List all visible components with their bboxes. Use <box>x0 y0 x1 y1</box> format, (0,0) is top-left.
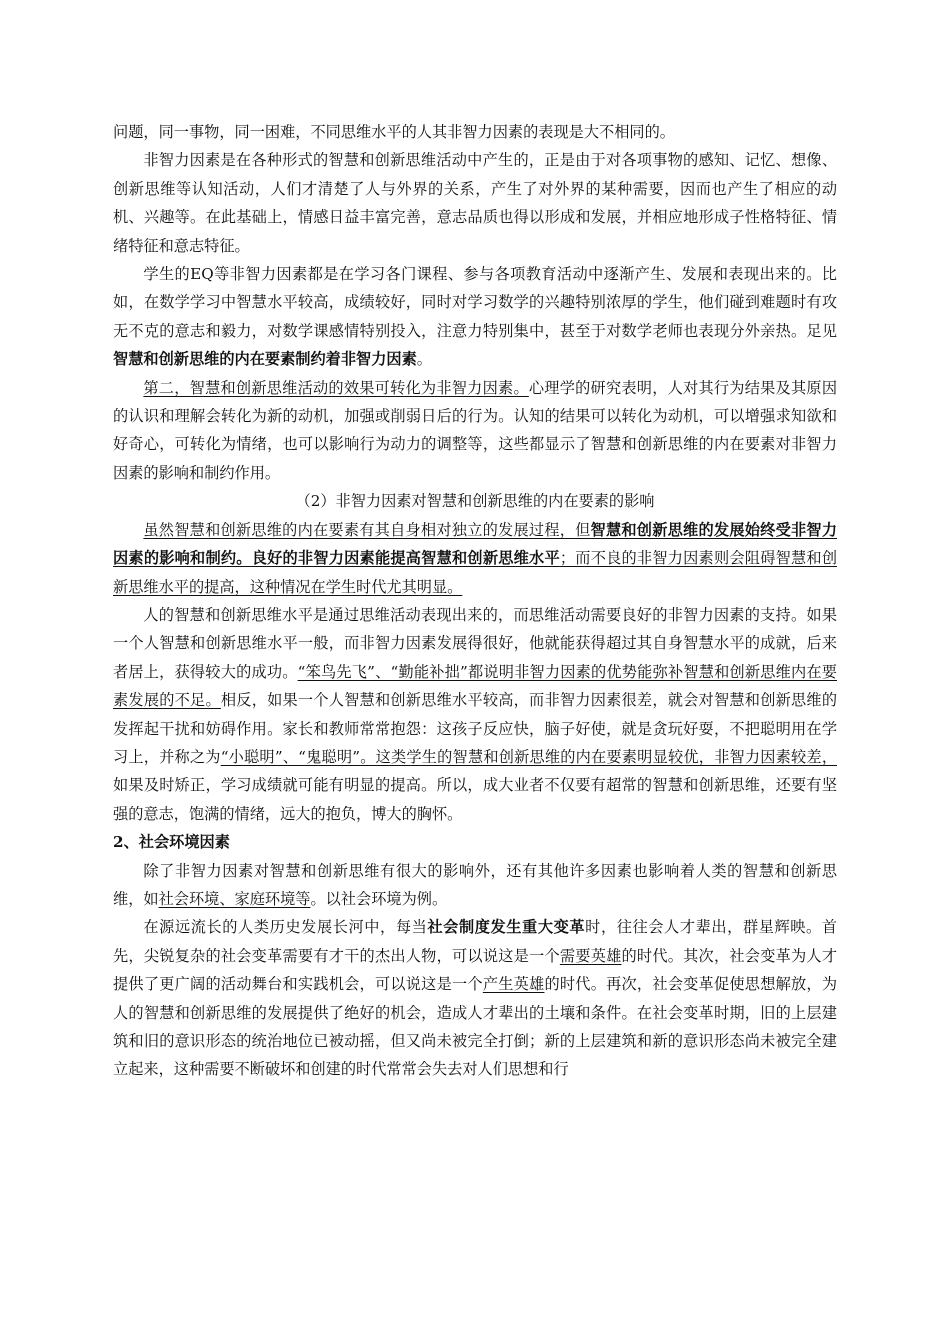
underlined-emphasis: 社会环境、家庭环境等 <box>158 889 311 908</box>
bold-emphasis: 智慧和创新思维的内在要素制约着非智力因素 <box>113 350 417 369</box>
document-page <box>113 118 837 1084</box>
section-heading: 2、社会环境因素 <box>113 833 230 852</box>
underlined-emphasis: ；而不良的非智力因素则会阻碍智慧和创新思维水平的提高，这种情况在学生时代尤其明显。 <box>113 549 838 596</box>
paragraph-text: 心理学的研究表明，人对其行为结果及其原因的认识和理解会转化为新的动机，加强或削弱日后的行为。认知的结果可以转化为动机，可以增强求知欲和好奇心，可转化为情绪，也可以影响行为动力的调整等，这些都显示了智慧和创新思维的内在要素对非智力因素的影响和制约作用。 <box>113 378 838 482</box>
paragraph-text: 时，往往会人才辈出，群星辉映。首先，尖锐复杂的社会变革需要有才干的杰出人物，可以说这是一个 <box>113 918 838 965</box>
paragraph-3 <box>113 260 837 374</box>
paragraph-8 <box>113 913 837 1083</box>
paragraph-text: 人的智慧和创新思维水平是通过思维活动表现出来的，而思维活动需要良好的非智力因素的支持。如果一个人智慧和创新思维水平一般，而非智力因素发展得很好，他就能获得超过其自身智慧水平的成就，后来者居上，获得较大的成功。 <box>113 605 837 681</box>
paragraph-2 <box>113 146 837 260</box>
underlined-emphasis: 第二，智慧和创新思维活动的效果可转化为非智力因素。 <box>143 378 529 397</box>
underlined-emphasis: 需要英雄 <box>559 946 622 965</box>
paragraph-text: 除了非智力因素对智慧和创新思维有很大的影响外，还有其他许多因素也影响着人类的智慧和创新思维，如 <box>113 861 837 908</box>
paragraph-text: 在源远流长的人类历史发展长河中，每当 <box>143 918 428 937</box>
paragraph-text: 的时代。其次，社会变革为人才提供了更广阔的活动舞台和实践机会，可以说这是一个 <box>113 946 838 994</box>
underlined-emphasis: “小聪明”、“鬼聪明”。这类学生的智慧和创新思维的内在要素明显较优，非智力因素较差， <box>220 747 837 766</box>
paragraph-text: 相反，如果一个人智慧和创新思维水平较高，而非智力因素很差，就会对智慧和创新思维的发挥起干扰和妨碍作用。家长和教师常常抱怨：这孩子反应快，脑子好使，就是贪玩好耍，不把聪明用在学习上，并称之为 <box>113 691 838 766</box>
paragraph-text: 的时代。再次，社会变革促使思想解放，为人的智慧和创新思维的发展提供了绝好的机会，造成人才辈出的土壤和条件。在社会变革时期，旧的上层建筑和旧的意识形态的统治地位已被动摇，但又尚未被完全打倒；新的上层建筑和新的意识形态尚未被完全建立起来，这种需要不断破坏和创建的时代常常会失去对人们思想和行 <box>113 975 838 1079</box>
paragraph-text: 如果及时矫正，学习成绩就可能有明显的提高。所以，成大业者不仅要有超常的智慧和创新思维，还要有坚强的意志，饱满的情绪，远大的抱负，博大的胸怀。 <box>113 776 837 823</box>
paragraph-6 <box>113 601 837 828</box>
paragraph-text: 学生的EQ等非智力因素都是在学习各门课程、参与各项教育活动中逐渐产生、发展和表现出来的。比如，在数学学习中智慧水平较高，成绩较好，同时对学习数学的兴趣特别浓厚的学生，他们碰到难题时有攻无不克的意志和毅力，对数学课感情特别投入，注意力特别集中，甚至于对数学老师也表现分外亲热。足见 <box>113 265 837 340</box>
underlined-emphasis: 产生英雄 <box>482 975 545 994</box>
paragraph-text: 问题，同一事物，同一困难，不同思维水平的人其非智力因素的表现是大不相同的。 <box>113 123 675 141</box>
paragraph-1 <box>113 118 837 146</box>
paragraph-4 <box>113 374 837 488</box>
bold-emphasis: 社会制度发生重大变革 <box>427 918 586 937</box>
paragraph-text: 。 <box>416 350 432 369</box>
paragraph-5 <box>113 516 837 601</box>
paragraph-text: 。以社会环境为例。 <box>310 889 448 908</box>
subheading: （2）非智力因素对智慧和创新思维的内在要素的影响 <box>295 492 655 511</box>
underlined-emphasis: 虽然智慧和创新思维的内在要素有其自身相对独立的发展过程，但 <box>143 520 591 539</box>
paragraph-7 <box>113 857 837 914</box>
underlined-emphasis: “笨鸟先飞”、“勤能补拙”都说明非智力因素的优势能弥补智慧和创新思维内在要素发展的不足。 <box>113 662 837 710</box>
bold-underlined-emphasis: 智慧和创新思维的发展始终受非智力因素的影响和制约。良好的非智力因素能提高智慧和创新思维水平 <box>113 520 838 568</box>
paragraph-text: 非智力因素是在各种形式的智慧和创新思维活动中产生的，正是由于对各项事物的感知、记忆、想像、创新思维等认知活动，人们才清楚了人与外界的关系，产生了对外界的某种需要，因而也产生了相应的动机、兴趣等。在此基础上，情感日益丰富完善，意志品质也得以形成和发展，并相应地形成子性格特征、情绪特征和意志特征。 <box>113 151 837 255</box>
